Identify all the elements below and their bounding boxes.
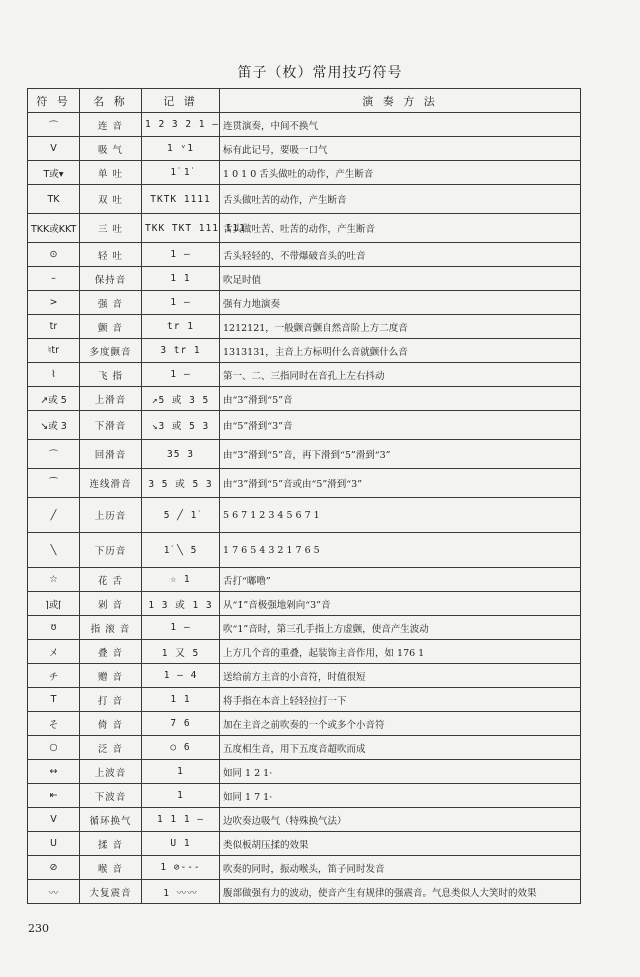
notation-cell: 35 3 bbox=[142, 440, 220, 469]
name-cell: 喉 音 bbox=[80, 856, 142, 880]
notation-cell: 1 ᵛ1 bbox=[142, 137, 220, 161]
symbol-cell: V bbox=[28, 137, 80, 161]
name-cell: 回滑音 bbox=[80, 440, 142, 469]
notation-cell: TKK TKT 111 111 bbox=[142, 214, 220, 243]
method-cell: 从“1̇”音极强地剁向“3”音 bbox=[220, 592, 581, 616]
method-cell: 由“5”滑到“3”音 bbox=[220, 411, 581, 440]
table-row bbox=[28, 856, 581, 880]
name-cell: 强 音 bbox=[80, 291, 142, 315]
table-row bbox=[28, 760, 581, 784]
symbol-cell: ⌒ bbox=[28, 113, 80, 137]
notation-cell: 1 2 3 2 1 – bbox=[142, 113, 220, 137]
notation-cell: 1 1 bbox=[142, 688, 220, 712]
symbol-cell: ○ bbox=[28, 736, 80, 760]
symbol-cell: そ bbox=[28, 712, 80, 736]
name-cell: 保持音 bbox=[80, 267, 142, 291]
table-row bbox=[28, 784, 581, 808]
method-cell: 由“3”滑到“5”音或由“5”滑到“3” bbox=[220, 469, 581, 498]
table-row bbox=[28, 469, 581, 498]
name-cell: 指 滚 音 bbox=[80, 616, 142, 640]
name-cell: 赠 音 bbox=[80, 664, 142, 688]
table-row bbox=[28, 498, 581, 533]
symbol-cell: ⌉或⌈ bbox=[28, 592, 80, 616]
symbol-cell: メ bbox=[28, 640, 80, 664]
name-cell: 下波音 bbox=[80, 784, 142, 808]
symbol-cell: TK bbox=[28, 185, 80, 214]
notation-cell: 1 bbox=[142, 784, 220, 808]
table-row bbox=[28, 533, 581, 568]
table-row bbox=[28, 592, 581, 616]
table-row bbox=[28, 387, 581, 411]
symbol-cell: ☆ bbox=[28, 568, 80, 592]
method-cell: 1 7 6 5 4 3 2 1 7 6 5 bbox=[220, 533, 581, 568]
symbol-cell: tr bbox=[28, 315, 80, 339]
symbol-cell: > bbox=[28, 291, 80, 315]
symbol-cell: – bbox=[28, 267, 80, 291]
name-cell: 颤 音 bbox=[80, 315, 142, 339]
method-cell: 五度相生音，用下五度音超吹而成 bbox=[220, 736, 581, 760]
symbol-cell: U bbox=[28, 832, 80, 856]
method-cell: 1 0 1 0 舌头做吐的动作，产生断音 bbox=[220, 161, 581, 185]
table-row bbox=[28, 664, 581, 688]
table-row bbox=[28, 113, 581, 137]
name-cell: 上波音 bbox=[80, 760, 142, 784]
symbol-cell: ⊘ bbox=[28, 856, 80, 880]
name-cell: 多度颤音 bbox=[80, 339, 142, 363]
notation-cell: 1 bbox=[142, 760, 220, 784]
method-cell: 腹部做强有力的波动，使音产生有规律的强震音。气息类似人大笑时的效果 bbox=[220, 880, 581, 904]
symbol-cell: T bbox=[28, 688, 80, 712]
name-cell: 打 音 bbox=[80, 688, 142, 712]
table-row bbox=[28, 137, 581, 161]
notation-cell: tr 1 bbox=[142, 315, 220, 339]
notation-cell: 1 又 5 bbox=[142, 640, 220, 664]
method-cell: 强有力地演奏 bbox=[220, 291, 581, 315]
notation-cell: 3 tr 1 bbox=[142, 339, 220, 363]
name-cell: 循环换气 bbox=[80, 808, 142, 832]
notation-cell: 1 ⊘‐‐‐ bbox=[142, 856, 220, 880]
name-cell: 上滑音 bbox=[80, 387, 142, 411]
method-cell: 由“3”滑到“5”音，再下滑到“5”滑到“3” bbox=[220, 440, 581, 469]
name-cell: 上历音 bbox=[80, 498, 142, 533]
method-cell: 将手指在本音上轻轻拉打一下 bbox=[220, 688, 581, 712]
notation-cell: 5 ╱ 1̇ bbox=[142, 498, 220, 533]
method-cell: 标有此记号，要吸一口气 bbox=[220, 137, 581, 161]
table-row bbox=[28, 832, 581, 856]
method-cell: 1313131，主音上方标明什么音就颤什么音 bbox=[220, 339, 581, 363]
method-cell: 舌头做吐苦、吐苦的动作，产生断音 bbox=[220, 214, 581, 243]
table-row bbox=[28, 440, 581, 469]
name-cell: 泛 音 bbox=[80, 736, 142, 760]
table-row bbox=[28, 640, 581, 664]
table-row bbox=[28, 688, 581, 712]
notation-cell: 1 – bbox=[142, 291, 220, 315]
name-cell: 连 音 bbox=[80, 113, 142, 137]
name-cell: 双 吐 bbox=[80, 185, 142, 214]
notation-cell: 1 – 4 bbox=[142, 664, 220, 688]
table-row bbox=[28, 736, 581, 760]
symbol-cell: ♮tr bbox=[28, 339, 80, 363]
notation-cell: 1̇ ╲ 5 bbox=[142, 533, 220, 568]
method-cell: 舌头轻轻的、不带爆破音头的吐音 bbox=[220, 243, 581, 267]
column-header-notation: 记 谱 bbox=[142, 89, 220, 113]
name-cell: 单 吐 bbox=[80, 161, 142, 185]
column-header-method: 演 奏 方 法 bbox=[220, 89, 581, 113]
name-cell: 三 吐 bbox=[80, 214, 142, 243]
notation-cell: 1̇ 1̇ bbox=[142, 161, 220, 185]
method-cell: 由“3”滑到“5”音 bbox=[220, 387, 581, 411]
table-row bbox=[28, 712, 581, 736]
symbol-cell: ╲ bbox=[28, 533, 80, 568]
method-cell: 舌头做吐苦的动作，产生断音 bbox=[220, 185, 581, 214]
name-cell: 下历音 bbox=[80, 533, 142, 568]
method-cell: 舌打“嘟噜” bbox=[220, 568, 581, 592]
method-cell: 第一、二、三指同时在音孔上左右抖动 bbox=[220, 363, 581, 387]
table-row bbox=[28, 616, 581, 640]
method-cell: 吹奏的同时，振动喉头，笛子同时发音 bbox=[220, 856, 581, 880]
notation-cell: 1 〰〰 bbox=[142, 880, 220, 904]
method-cell: 类似板胡压揉的效果 bbox=[220, 832, 581, 856]
symbol-cell: V bbox=[28, 808, 80, 832]
page-number: 230 bbox=[28, 922, 49, 935]
symbol-cell: ⌒ bbox=[28, 440, 80, 469]
symbol-cell: チ bbox=[28, 664, 80, 688]
table-body bbox=[28, 113, 581, 904]
symbol-cell: ╱ bbox=[28, 498, 80, 533]
method-cell: 边吹奏边吸气（特殊换气法） bbox=[220, 808, 581, 832]
notation-cell: ○ 6 bbox=[142, 736, 220, 760]
name-cell: 叠 音 bbox=[80, 640, 142, 664]
name-cell: 连线滑音 bbox=[80, 469, 142, 498]
method-cell: 连贯演奏，中间不换气 bbox=[220, 113, 581, 137]
table-row bbox=[28, 214, 581, 243]
table-row bbox=[28, 808, 581, 832]
name-cell: 下滑音 bbox=[80, 411, 142, 440]
notation-cell: ☆ 1 bbox=[142, 568, 220, 592]
method-cell: 5 6 7 1 2 3 4 5 6 7 1 bbox=[220, 498, 581, 533]
notation-cell: 1 – bbox=[142, 243, 220, 267]
notation-cell: ↘3 或 5 3 bbox=[142, 411, 220, 440]
name-cell: 轻 吐 bbox=[80, 243, 142, 267]
technique-symbol-table bbox=[27, 88, 581, 904]
method-cell: 1212121，一般颤音颤自然音阶上方二度音 bbox=[220, 315, 581, 339]
name-cell: 大复震音 bbox=[80, 880, 142, 904]
symbol-cell: ↔ bbox=[28, 760, 80, 784]
name-cell: 剁 音 bbox=[80, 592, 142, 616]
notation-cell: 1 – bbox=[142, 363, 220, 387]
method-cell: 如同 1 7 1· bbox=[220, 784, 581, 808]
table-row bbox=[28, 568, 581, 592]
page-title: 笛子（枚）常用技巧符号 bbox=[237, 65, 403, 81]
table-row bbox=[28, 161, 581, 185]
column-header-name: 名 称 bbox=[80, 89, 142, 113]
table-row bbox=[28, 243, 581, 267]
notation-cell: 1 – bbox=[142, 616, 220, 640]
name-cell: 花 舌 bbox=[80, 568, 142, 592]
method-cell: 吹“1”音时，第三孔手指上方虚颤，使音产生波动 bbox=[220, 616, 581, 640]
table-row bbox=[28, 363, 581, 387]
method-cell: 上方几个音的重叠，起装饰主音作用，如 176 1 bbox=[220, 640, 581, 664]
method-cell: 加在主音之前吹奏的一个或多个小音符 bbox=[220, 712, 581, 736]
method-cell: 吹足时值 bbox=[220, 267, 581, 291]
table-row bbox=[28, 185, 581, 214]
symbol-cell: ↘或 3 bbox=[28, 411, 80, 440]
table-row bbox=[28, 411, 581, 440]
symbol-cell: ʊ bbox=[28, 616, 80, 640]
symbol-cell: 〰 bbox=[28, 880, 80, 904]
notation-cell: 3 5 或 5 3 bbox=[142, 469, 220, 498]
name-cell: 倚 音 bbox=[80, 712, 142, 736]
symbol-cell: ↗或 5 bbox=[28, 387, 80, 411]
table-row bbox=[28, 267, 581, 291]
table-row bbox=[28, 339, 581, 363]
name-cell: 吸 气 bbox=[80, 137, 142, 161]
table-row bbox=[28, 291, 581, 315]
symbol-cell: ⇤ bbox=[28, 784, 80, 808]
symbol-cell: ⌇ bbox=[28, 363, 80, 387]
name-cell: 飞 指 bbox=[80, 363, 142, 387]
notation-cell: 1 3 或 1 3 bbox=[142, 592, 220, 616]
table-row bbox=[28, 880, 581, 904]
notation-cell: ↗5 或 3 5 bbox=[142, 387, 220, 411]
table-header-row bbox=[28, 89, 581, 113]
notation-cell: 1 1 bbox=[142, 267, 220, 291]
notation-cell: U 1 bbox=[142, 832, 220, 856]
name-cell: 揉 音 bbox=[80, 832, 142, 856]
notation-cell: 1 1 1 – bbox=[142, 808, 220, 832]
symbol-cell: ⁀ bbox=[28, 469, 80, 498]
table-row bbox=[28, 315, 581, 339]
symbol-cell: TKK或KKT bbox=[28, 214, 80, 243]
method-cell: 送给前方主音的小音符，时值很短 bbox=[220, 664, 581, 688]
notation-cell: 7 6 bbox=[142, 712, 220, 736]
notation-cell: TKTK 1111 bbox=[142, 185, 220, 214]
symbol-cell: T或▾ bbox=[28, 161, 80, 185]
method-cell: 如同 1 2 1· bbox=[220, 760, 581, 784]
column-header-symbol: 符 号 bbox=[28, 89, 80, 113]
symbol-cell: ⊙ bbox=[28, 243, 80, 267]
